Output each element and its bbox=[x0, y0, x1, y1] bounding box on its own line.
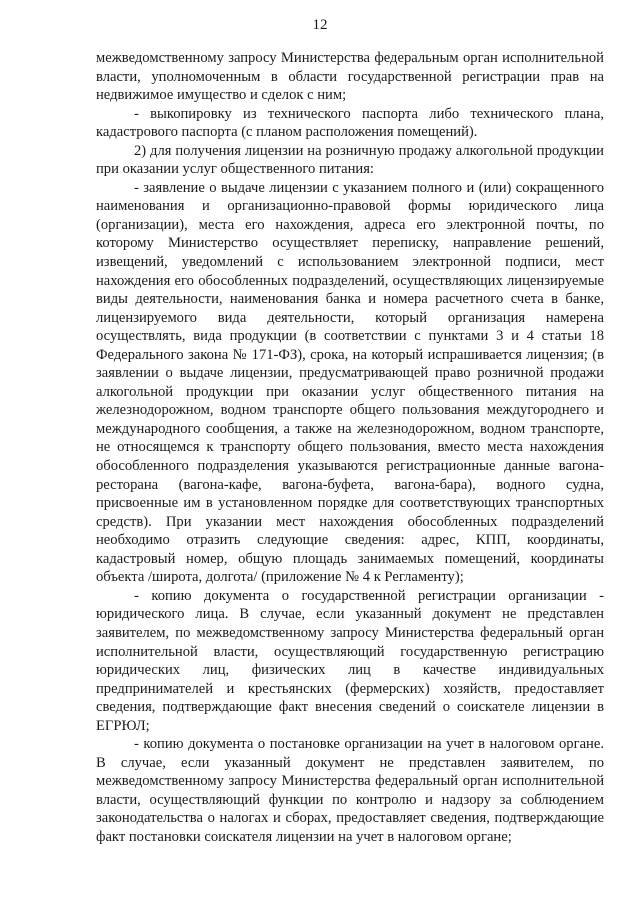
paragraph-continuation: межведомственному запросу Министерства федеральным орган исполнительной власти, уполномоченным в области государственной регистрации прав на недвижимое имущество и сделок с ним; bbox=[96, 50, 604, 104]
paragraph-item-floor-plan: - выкопировку из технического паспорта либо технического плана, кадастрового паспорта (с планом расположения помещений). bbox=[96, 105, 604, 141]
paragraph-item-license-application: - заявление о выдаче лицензии с указанием полного и (или) сокращенного наименования и организационно-правовой формы юридического лица (организации), места его нахождения, адреса его электронной почты, по которому Министерство осуществляет переписку, направление решений, извещений, уведомлений с использованием электронной подписи, мест нахождения его обособленных подразделений, осуществляющих лицензируемые виды деятельности, наименования банка и номера расчетного счета в банке, лицензируемого вида деятельности, который организация намерена осуществлять, вида продукции (в соответствии с пунктами 3 и 4 статьи 18 Федерального закона № 171-ФЗ), срока, на который испрашивается лицензия; (в заявлении о выдаче лицензии, предусматривающей право розничной продажи алкогольной продукции при оказании услуг общественного питания на железнодорожном, водном транспорте общего пользования междугороднего и международного сообщения, а также на железнодорожном, водном транспорте, не относящемся к транспорту общего пользования, вместо места нахождения обособленного подразделения указываются регистрационные данные вагона-ресторана (вагона-кафе, вагона-буфета, вагона-бара), водного судна, присвоенные им в установленном порядке для соответствующих транспортных средств). При указании мест нахождения обособленных подразделений необходимо отразить следующие сведения: адрес, КПП, координаты, кадастровый номер, общую площадь занимаемых помещений, координаты объекта /широта, долгота/ (приложение № 4 к Регламенту); bbox=[96, 179, 604, 586]
document-body bbox=[96, 49, 604, 847]
paragraph-item-tax-registration-copy: - копию документа о постановке организации на учет в налоговом органе. В случае, если указанный документ не представлен заявителем, по межведомственному запросу Министерства федеральный орган исполнительной власти, осуществляющий функции по контролю и надзору за соблюдением законодательства о налогах и сборах, предоставляет сведения, подтверждающие факт постановки соискателя лицензии на учет в налоговом органе; bbox=[96, 736, 604, 845]
paragraph-item-state-registration-copy: - копию документа о государственной регистрации организации - юридического лица. В случае, если указанный документ не представлен заявителем, по межведомственному запросу Министерства федеральный орган исполнительной власти, осуществляющий государственную регистрацию юридических лиц, физических лиц в качестве индивидуальных предпринимателей и крестьянских (фермерских) хозяйств, предоставляет сведения, подтверждающие факт внесения сведений о соискателе лицензии в ЕГРЮЛ; bbox=[96, 587, 604, 734]
page-number: 12 bbox=[312, 17, 328, 33]
paragraph-section-2-heading: 2) для получения лицензии на розничную продажу алкогольной продукции при оказании услуг общественного питания: bbox=[96, 142, 604, 178]
